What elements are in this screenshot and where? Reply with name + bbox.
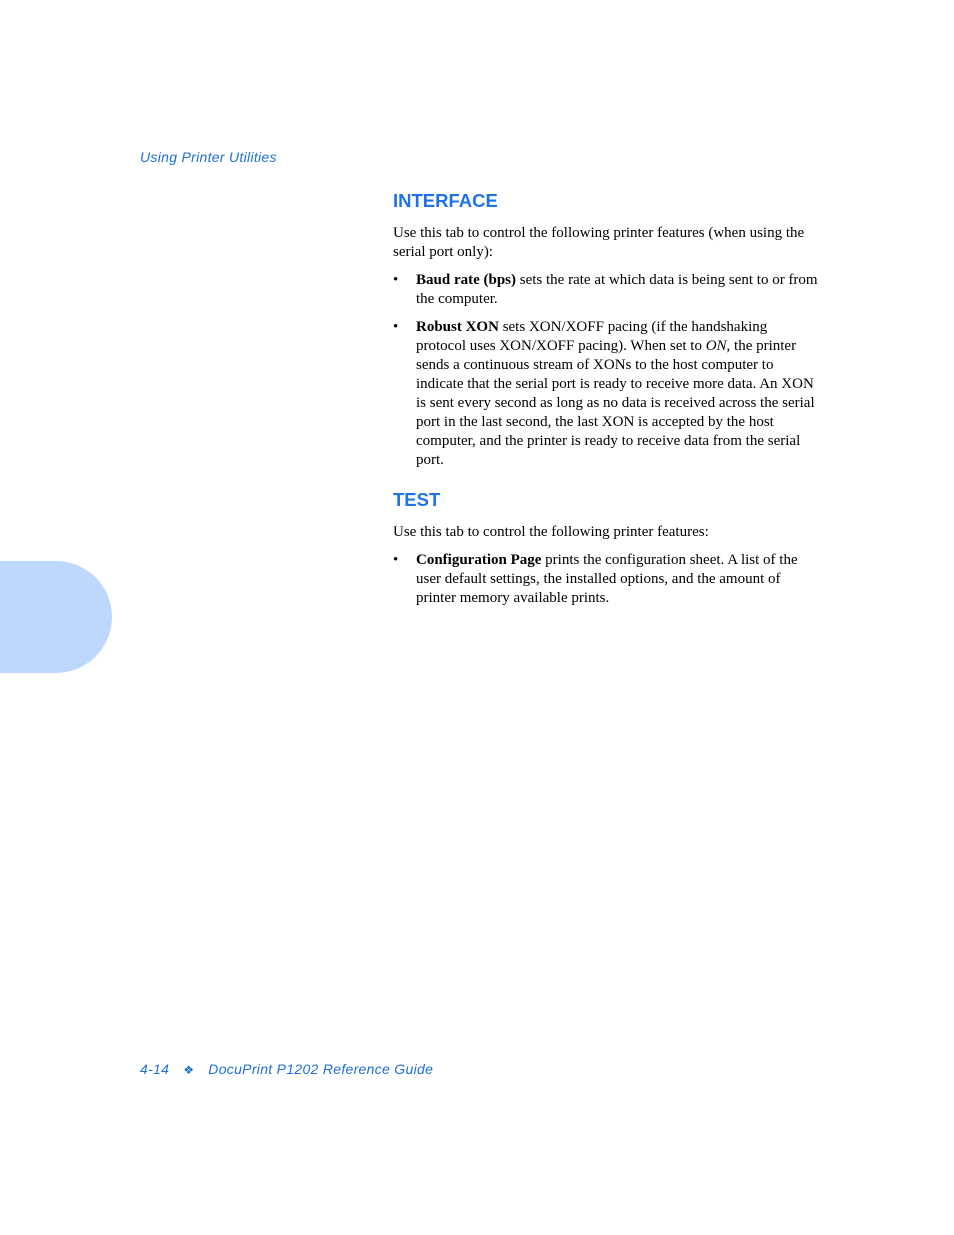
bullet-term: Configuration Page — [416, 552, 542, 568]
bullet-term: Robust XON — [416, 319, 499, 335]
bullet-dot: • — [393, 552, 399, 568]
bullet-robust-xon — [393, 318, 818, 470]
section-heading-test: TEST — [393, 489, 441, 510]
bullet-text-after: , the printer sends a continuous stream of XONs to the host computer to indicate that the serial port is ready to receive more data. An XON is sent every second as long as no data is received across the serial port in the last second, the last XON is accepted by the host computer, and the printer is ready to receive data from the serial port. — [416, 338, 815, 468]
bullet-emphasis: ON — [705, 338, 727, 354]
page-footer — [140, 1061, 433, 1077]
bullet-text: prints the configuration sheet. A list of the user default settings, the installed options, and the amount of printer memory available prints. — [416, 552, 798, 606]
section-heading-interface: INTERFACE — [393, 190, 498, 211]
test-intro: Use this tab to control the following printer features: — [393, 524, 709, 540]
page-number: 4-14 — [140, 1061, 170, 1077]
running-header: Using Printer Utilities — [140, 149, 277, 165]
page-content — [393, 190, 818, 617]
bullet-term: Baud rate (bps) — [416, 272, 517, 288]
interface-intro: Use this tab to control the following printer features (when using the serial port only): — [393, 225, 805, 260]
chapter-tab-marker — [0, 561, 112, 673]
bullet-configuration-page — [393, 551, 818, 608]
diamond-separator-icon: ❖ — [183, 1063, 195, 1077]
bullet-dot: • — [393, 319, 399, 335]
bullet-text-before: sets XON/XOFF pacing (if the handshaking protocol uses XON/XOFF pacing). When set to — [416, 319, 768, 354]
bullet-dot: • — [393, 272, 399, 288]
guide-title: DocuPrint P1202 Reference Guide — [208, 1061, 434, 1077]
bullet-baud-rate — [393, 271, 818, 309]
bullet-text: sets the rate at which data is being sent to or from the computer. — [416, 272, 818, 307]
